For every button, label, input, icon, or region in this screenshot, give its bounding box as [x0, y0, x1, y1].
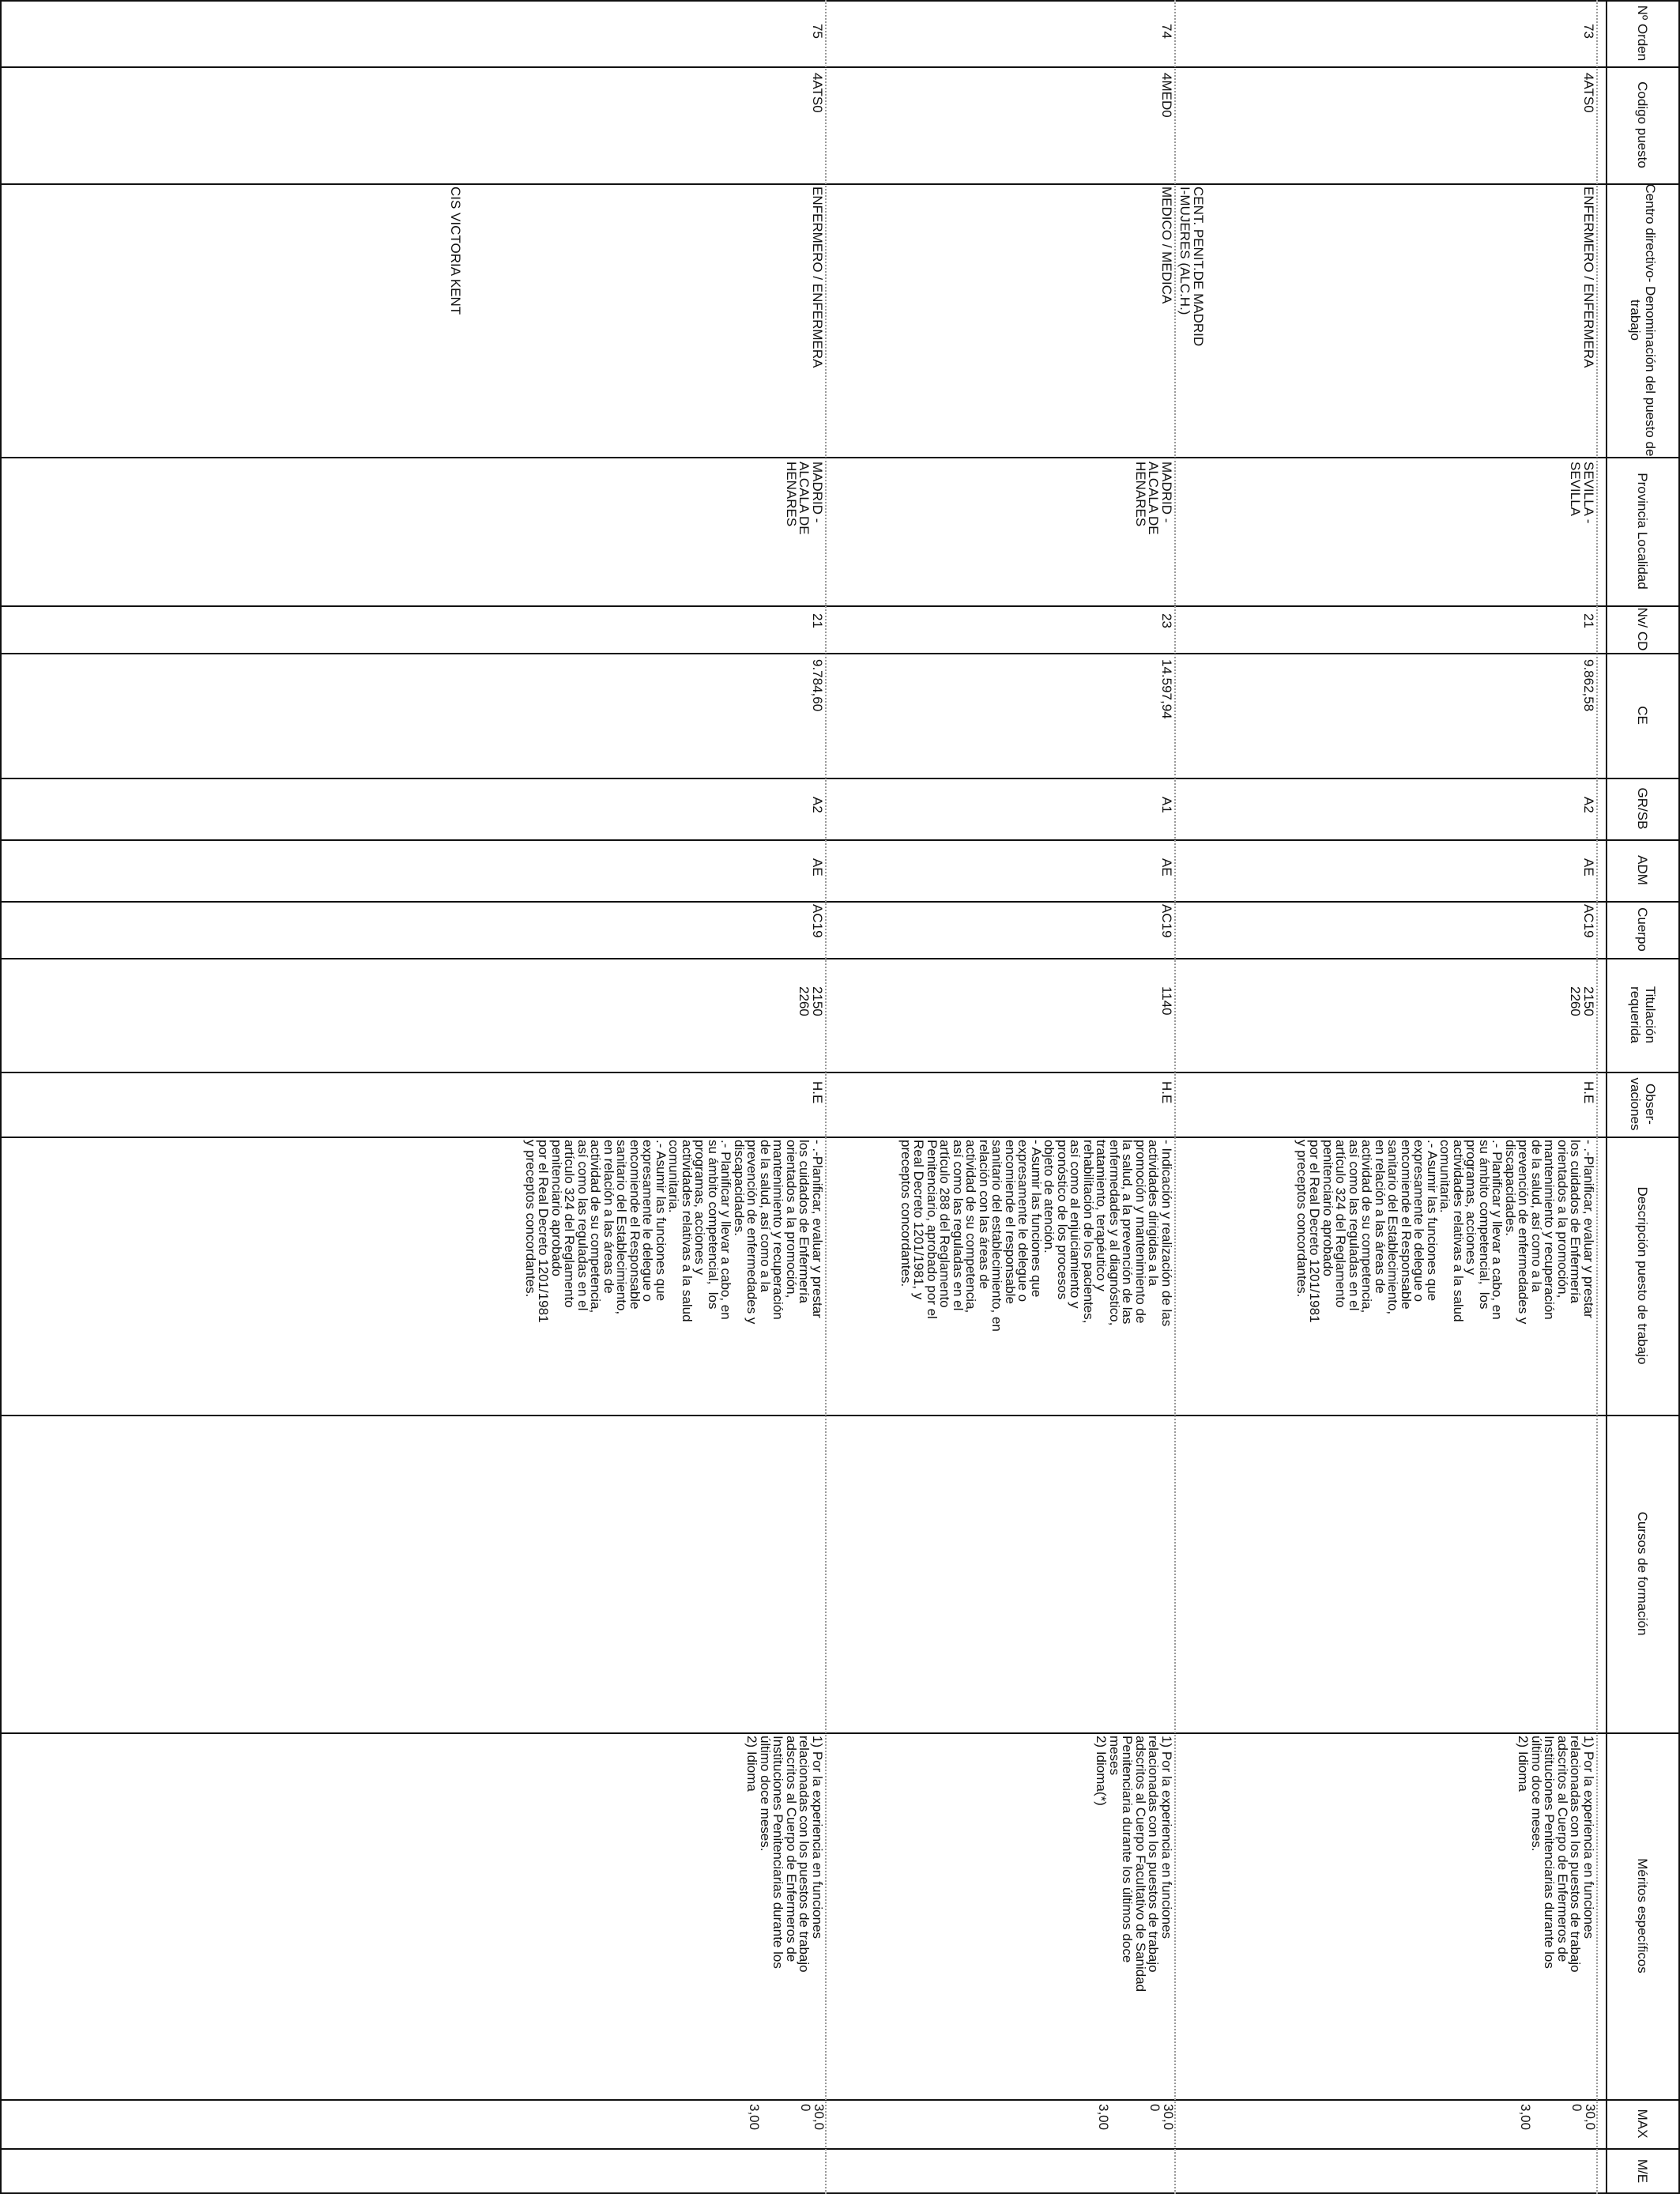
row-75-codigo: 4ATS0 [810, 73, 825, 113]
col-sep [0, 1137, 1680, 1138]
row-75-observaciones: H.E [810, 1081, 825, 1104]
row-75-denominacion: ENFERMERO / ENFERMERA [810, 187, 825, 368]
col-sep [0, 2148, 1680, 2150]
row-75-grupo: A2 [810, 797, 825, 813]
row-73-localidad: SEVILLA - SEVILLA [1568, 462, 1596, 524]
header-codigo-puesto: Codigo puesto [1635, 81, 1651, 168]
row-74-ce: 14.597,94 [1159, 659, 1174, 719]
header-centro-directivo: Centro directivo- Denominación del puesto de trabajo [1628, 183, 1658, 457]
row-73-denominacion: ENFERMERO / ENFERMERA [1581, 187, 1596, 368]
row-73-codigo: 4ATS0 [1581, 73, 1596, 113]
row-73-adm: AE [1581, 858, 1596, 876]
row-75-nivel: 21 [810, 613, 825, 628]
row-74-codigo: 4MED0 [1159, 73, 1174, 118]
header-descripcion: Descripción puesto de trabajo [1635, 1186, 1651, 1365]
row-75-adm: AE [810, 858, 825, 876]
row-74-adm: AE [1159, 858, 1174, 876]
row-74-meritos: 1) Por la experiencia en funciones relacionadas con los puestos de trabajo adscritos al Cuerpo Facultativo de Sanidad Penitenciaria durante los últimos doce meses 2) Idioma(*) [1094, 1736, 1174, 1992]
col-sep [0, 958, 1680, 959]
row-73-descripcion: - .-Planificar, evaluar y prestar los cuidados de Enfermería orientados a la promoción, mantenimiento y recuperación de la salud, así como a la prevención de enfermedades y discapacidades. .- Planificar y llevar a cabo, en su ámbito competencial, los programas, acciones y actividades relativas a la salud comunitaria. .- Asumir las funciones que expresamente le delegue o encomiende el Responsable sanitario del Establecimiento, en relación a las áreas de actividad de su competencia, así como las reguladas en el artículo 324 del Reglamento penitenciario aprobado por el Real Decreto 1201/1981 y preceptos concordantes. [1294, 1140, 1596, 1325]
col-sep [0, 457, 1680, 458]
row-73-cuerpo: AC19 [1581, 904, 1596, 938]
header-ce: CE [1635, 706, 1651, 725]
col-sep [0, 901, 1680, 903]
header-nivel-cd: Nv/ CD [1635, 607, 1651, 651]
row-75-ce: 9.784,60 [810, 659, 825, 712]
col-sep [0, 183, 1680, 185]
header-me: M/E [1635, 2158, 1651, 2184]
row-separator [1174, 0, 1176, 2194]
row-74-titulacion: 1140 [1159, 986, 1174, 1016]
header-adm: ADM [1635, 855, 1651, 885]
row-74-max-2: 3,00 [1096, 2104, 1111, 2131]
row-74-cuerpo: AC19 [1159, 904, 1174, 938]
header-titulacion: Titulación requerida [1628, 986, 1658, 1044]
row-73-observaciones: H.E [1581, 1081, 1596, 1104]
col-sep [0, 653, 1680, 654]
row-74-denominacion: MEDICO / MEDICA [1159, 187, 1174, 304]
row-73-nivel: 21 [1581, 613, 1596, 628]
row-75-meritos: 1) Por la experiencia en funciones relacionadas con los puestos de trabajo adscritos al Cuerpo de Enfermeros de Instituciones Penitenciarias durante los último doce meses. 2) Idioma [744, 1736, 825, 1973]
row-74-orden: 74 [1159, 24, 1174, 39]
row-73-max-2: 3,00 [1518, 2104, 1533, 2131]
row-75-cuerpo: AC19 [810, 904, 825, 938]
row-75-centro: CIS VICTORIA KENT [448, 187, 463, 315]
header-grupo: GR/SB [1635, 787, 1651, 830]
header-divider [1606, 0, 1607, 2194]
row-75-localidad: MADRID - ALCALA DE HENARES [784, 462, 825, 535]
row-75-max-2: 3,00 [747, 2104, 762, 2131]
row-75-titulacion: 2150 2260 [797, 986, 825, 1016]
col-sep [0, 1415, 1680, 1416]
col-sep [0, 778, 1680, 779]
header-provincia-localidad: Provincia Localidad [1635, 473, 1651, 590]
row-73-orden: 73 [1581, 24, 1596, 39]
row-74-localidad: MADRID - ALCALA DE HENARES [1133, 462, 1174, 535]
col-sep [0, 2099, 1680, 2101]
header-cuerpo: Cuerpo [1635, 907, 1651, 952]
row-74-grupo: A1 [1159, 797, 1174, 813]
row-75-descripcion: - .-Planificar, evaluar y prestar los cuidados de Enfermería orientados a la promoción, mantenimiento y recuperación de la salud, así como a la prevención de enfermedades y discapacidades. .- Planificar y llevar a cabo, en su ámbito competencial, los programas, acciones y actividades relativas a la salud comunitaria. .- Asumir las funciones que expresamente le delegue o encomiende el Responsable sanitario del Establecimiento, en relación a las áreas de actividad de su competencia, así como las reguladas en el artículo 324 del Reglamento penitenciario aprobado por el Real Decreto 1201/1981 y preceptos concordantes. [523, 1140, 825, 1325]
header-n-orden: Nº Orden [1635, 5, 1651, 62]
row-75-max-1: 30,0 0 [798, 2104, 827, 2131]
centro-directivo-label: CENT. PENIT.DE MADRID I-MUJERES (ALC.H.) [1177, 187, 1206, 347]
row-74-nivel: 23 [1159, 613, 1174, 628]
row-separator [825, 0, 827, 2194]
col-sep [0, 605, 1680, 607]
row-74-descripcion: - Indicación y realización de las actividades dirigidas a la promoción y mantenimiento de la salud, a la prevención de las enfermedades y al diagnóstico, tratamiento, terapéutico y rehabilitación de los pacientes, así como al enjuiciamiento y pronóstico de los procesos objeto de atención. - Asumir las funciones que expresamente le delegue o encomiende el responsable sanitario del establecimiento, en relación con las áreas de actividad de su competencia, así como las reguladas en el artículo 288 del Reglamento Penitenciario, aprobado por el Real Decreto 1201/1981, y preceptos concordantes. [898, 1140, 1174, 1332]
row-74-max-1: 30,0 0 [1147, 2104, 1176, 2131]
col-sep [0, 1732, 1680, 1734]
row-75-orden: 75 [810, 24, 825, 39]
col-sep [0, 839, 1680, 841]
col-sep [0, 1072, 1680, 1073]
row-separator [1596, 0, 1598, 2194]
row-73-grupo: A2 [1581, 797, 1596, 813]
row-73-meritos: 1) Por la experiencia en funciones relacionadas con los puestos de trabajo adscritos al Cuerpo de Enfermeros de Instituciones Penitenciarias durante los último doce meses. 2) Idioma [1516, 1736, 1596, 1973]
header-observaciones: Obser- vaciones [1628, 1077, 1658, 1131]
row-73-ce: 9.862,58 [1581, 659, 1596, 712]
row-74-observaciones: H.E [1159, 1081, 1174, 1104]
header-cursos: Cursos de formación [1635, 1511, 1651, 1636]
col-sep [0, 66, 1680, 68]
row-73-max-1: 30,0 0 [1569, 2104, 1598, 2131]
header-meritos: Méritos específicos [1635, 1858, 1651, 1973]
row-73-titulacion: 2150 2260 [1568, 986, 1596, 1016]
header-max: MAX [1635, 2109, 1651, 2139]
